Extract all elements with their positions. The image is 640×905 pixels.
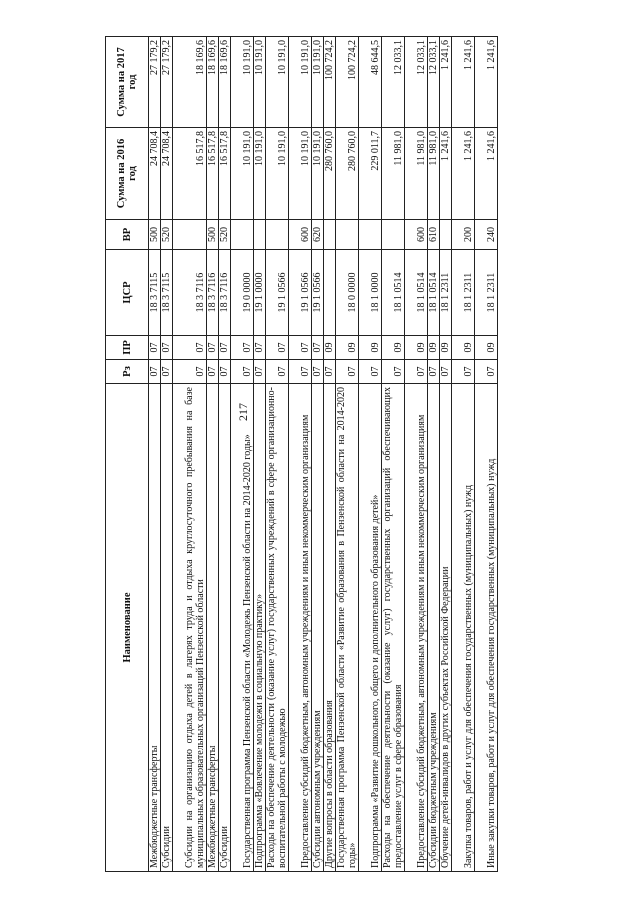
cell-rz: 07 — [324, 360, 336, 384]
cell-vr — [440, 220, 452, 250]
cell-vr — [254, 220, 266, 250]
cell-vr: 520 — [161, 220, 173, 250]
cell-sum-2016: 16 517,8 — [173, 128, 207, 220]
cell-pr: 09 — [359, 336, 382, 360]
cell-vr: 600 — [405, 220, 428, 250]
cell-name: Иные закупки товаров, работ и услуг для обеспечения государственных (муниципальных) нужд — [475, 384, 498, 872]
header-vr: ВР — [106, 220, 149, 250]
cell-sum-2016: 280 760,0 — [324, 128, 336, 220]
table-row — [324, 37, 336, 872]
header-sum-2017: Сумма на 2017 год — [106, 37, 149, 128]
cell-name: Субсидии — [219, 384, 231, 872]
budget-table-wrapper — [105, 37, 590, 872]
cell-name: Субсидии бюджетным учреждениям — [428, 384, 440, 872]
cell-vr: 600 — [289, 220, 312, 250]
cell-name: Обучение детей-инвалидов в других субъектах Российской Федерации — [440, 384, 452, 872]
cell-name: Предоставление субсидий бюджетным, автономным учреждениям и иным некоммерческим организациям — [289, 384, 312, 872]
table-row — [207, 37, 219, 872]
cell-csr: 18 1 0000 — [359, 250, 382, 336]
table-row — [289, 37, 312, 872]
cell-pr: 07 — [231, 336, 254, 360]
cell-rz: 07 — [475, 360, 498, 384]
cell-rz: 07 — [289, 360, 312, 384]
table-row — [219, 37, 231, 872]
table-row — [312, 37, 324, 872]
cell-sum-2016: 11 981,0 — [382, 128, 405, 220]
cell-csr: 19 1 0000 — [254, 250, 266, 336]
cell-csr: 18 3 7115 — [161, 250, 173, 336]
cell-rz: 07 — [149, 360, 161, 384]
cell-sum-2016: 10 191,0 — [289, 128, 312, 220]
cell-sum-2017: 27 179,2 — [149, 37, 161, 128]
cell-pr: 07 — [266, 336, 289, 360]
cell-rz: 07 — [405, 360, 428, 384]
cell-vr — [231, 220, 254, 250]
cell-sum-2017: 1 241,6 — [452, 37, 475, 128]
cell-sum-2017: 12 033,1 — [405, 37, 428, 128]
cell-name: Субсидии — [161, 384, 173, 872]
cell-rz: 07 — [219, 360, 231, 384]
cell-name: Субсидии автономным учреждениям — [312, 384, 324, 872]
cell-csr: 19 1 0566 — [312, 250, 324, 336]
cell-csr: 18 1 0514 — [382, 250, 405, 336]
cell-pr: 07 — [254, 336, 266, 360]
cell-pr: 09 — [452, 336, 475, 360]
cell-sum-2016: 24 708,4 — [149, 128, 161, 220]
cell-pr: 07 — [312, 336, 324, 360]
cell-vr — [324, 220, 336, 250]
cell-name: Закупка товаров, работ и услуг для обеспечения государственных (муниципальных) нужд — [452, 384, 475, 872]
cell-name: Расходы на обеспечение деятельности (оказание услуг) государственных организаций обеспечивающих предоставление услуг в сфере образования — [382, 384, 405, 872]
cell-csr: 18 1 0514 — [405, 250, 428, 336]
cell-sum-2017: 1 241,6 — [440, 37, 452, 128]
table-row — [161, 37, 173, 872]
cell-vr: 500 — [149, 220, 161, 250]
cell-sum-2017: 100 724,2 — [324, 37, 336, 128]
cell-csr: 19 0 0000 — [231, 250, 254, 336]
table-row — [428, 37, 440, 872]
cell-sum-2016: 1 241,6 — [440, 128, 452, 220]
cell-sum-2016: 10 191,0 — [231, 128, 254, 220]
cell-pr: 09 — [336, 336, 359, 360]
cell-rz: 07 — [231, 360, 254, 384]
cell-sum-2016: 1 241,6 — [475, 128, 498, 220]
cell-sum-2017: 10 191,0 — [231, 37, 254, 128]
cell-sum-2016: 16 517,8 — [219, 128, 231, 220]
cell-csr: 18 0 0000 — [336, 250, 359, 336]
cell-rz: 07 — [428, 360, 440, 384]
cell-csr: 18 3 7116 — [219, 250, 231, 336]
cell-vr: 610 — [428, 220, 440, 250]
cell-name: Субсидии на организацию отдыха детей в лагерях труда и отдыха круглосуточного пребывания на базе муниципальных образовательных организаций Пензенской области — [173, 384, 207, 872]
cell-rz: 07 — [207, 360, 219, 384]
table-row — [254, 37, 266, 872]
header-rz: Рз — [106, 360, 149, 384]
cell-sum-2017: 27 179,2 — [161, 37, 173, 128]
cell-sum-2016: 10 191,0 — [266, 128, 289, 220]
cell-rz: 07 — [336, 360, 359, 384]
cell-pr: 09 — [440, 336, 452, 360]
cell-csr: 18 3 7116 — [173, 250, 207, 336]
cell-sum-2016: 229 011,7 — [359, 128, 382, 220]
cell-pr: 09 — [324, 336, 336, 360]
cell-rz: 07 — [266, 360, 289, 384]
cell-sum-2016: 280 760,0 — [336, 128, 359, 220]
cell-name: Расходы на обеспечение деятельности (оказание услуг) государственных учреждений в сфере организационно-воспитательной работы с молодежью — [266, 384, 289, 872]
header-pr: ПР — [106, 336, 149, 360]
header-name: Наименование — [106, 384, 149, 872]
cell-sum-2017: 10 191,0 — [254, 37, 266, 128]
cell-name: Межбюджетные трансферты — [149, 384, 161, 872]
cell-csr — [324, 250, 336, 336]
cell-rz: 07 — [312, 360, 324, 384]
page-number: 217 — [236, 403, 250, 421]
cell-pr: 07 — [149, 336, 161, 360]
cell-vr — [173, 220, 207, 250]
cell-sum-2017: 12 033,1 — [382, 37, 405, 128]
cell-rz: 07 — [452, 360, 475, 384]
cell-sum-2016: 10 191,0 — [312, 128, 324, 220]
cell-sum-2016: 10 191,0 — [254, 128, 266, 220]
cell-csr: 18 3 7116 — [207, 250, 219, 336]
cell-rz: 07 — [382, 360, 405, 384]
cell-name: Межбюджетные трансферты — [207, 384, 219, 872]
cell-sum-2016: 1 241,6 — [452, 128, 475, 220]
cell-sum-2017: 48 644,5 — [359, 37, 382, 128]
cell-sum-2016: 11 981,0 — [428, 128, 440, 220]
cell-sum-2017: 18 169,6 — [207, 37, 219, 128]
cell-pr: 09 — [428, 336, 440, 360]
cell-name: Подпрограмма «Вовлечение молодежи в социальную практику» — [254, 384, 266, 872]
cell-vr: 520 — [219, 220, 231, 250]
cell-sum-2017: 18 169,6 — [219, 37, 231, 128]
table-row — [173, 37, 207, 872]
cell-sum-2016: 24 708,4 — [161, 128, 173, 220]
table-row — [266, 37, 289, 872]
cell-name: Государственная программа Пензенской области «Молодежь Пензенской области на 2014-2020 годы» — [231, 384, 254, 872]
cell-csr: 18 1 2311 — [452, 250, 475, 336]
cell-vr — [266, 220, 289, 250]
cell-vr: 500 — [207, 220, 219, 250]
cell-pr: 07 — [289, 336, 312, 360]
cell-name: Подпрограмма «Развитие дошкольного, общего и дополнительного образования детей» — [359, 384, 382, 872]
table-body — [149, 37, 498, 872]
cell-csr: 18 3 7115 — [149, 250, 161, 336]
table-row — [382, 37, 405, 872]
cell-sum-2017: 18 169,6 — [173, 37, 207, 128]
cell-pr: 07 — [173, 336, 207, 360]
cell-pr: 07 — [207, 336, 219, 360]
cell-sum-2017: 1 241,6 — [475, 37, 498, 128]
table-row — [452, 37, 475, 872]
cell-vr — [336, 220, 359, 250]
cell-sum-2017: 10 191,0 — [266, 37, 289, 128]
cell-rz: 07 — [161, 360, 173, 384]
cell-rz: 07 — [440, 360, 452, 384]
cell-sum-2017: 12 033,1 — [428, 37, 440, 128]
cell-rz: 07 — [359, 360, 382, 384]
cell-name: Государственная программа Пензенской области «Развитие образования в Пензенской области на 2014-2020 годы» — [336, 384, 359, 872]
cell-name: Предоставление субсидий бюджетным, автономным учреждениям и иным некоммерческим организациям — [405, 384, 428, 872]
cell-sum-2016: 16 517,8 — [207, 128, 219, 220]
cell-vr — [382, 220, 405, 250]
table-row — [336, 37, 359, 872]
cell-pr: 07 — [161, 336, 173, 360]
cell-vr: 200 — [452, 220, 475, 250]
cell-pr: 09 — [405, 336, 428, 360]
cell-csr: 18 1 2311 — [440, 250, 452, 336]
cell-sum-2017: 10 191,0 — [289, 37, 312, 128]
cell-vr: 620 — [312, 220, 324, 250]
table-row — [359, 37, 382, 872]
header-csr: ЦСР — [106, 250, 149, 336]
cell-csr: 18 1 0514 — [428, 250, 440, 336]
cell-pr: 07 — [219, 336, 231, 360]
cell-pr: 09 — [475, 336, 498, 360]
cell-vr — [359, 220, 382, 250]
cell-rz: 07 — [173, 360, 207, 384]
cell-sum-2017: 10 191,0 — [312, 37, 324, 128]
cell-vr: 240 — [475, 220, 498, 250]
table-row — [440, 37, 452, 872]
cell-csr: 18 1 2311 — [475, 250, 498, 336]
cell-csr: 19 1 0566 — [266, 250, 289, 336]
cell-csr: 19 1 0566 — [289, 250, 312, 336]
table-row — [475, 37, 498, 872]
header-sum-2016: Сумма на 2016 год — [106, 128, 149, 220]
cell-sum-2017: 100 724,2 — [336, 37, 359, 128]
table-header-row — [106, 37, 149, 872]
cell-pr: 09 — [382, 336, 405, 360]
table-row — [231, 37, 254, 872]
cell-sum-2016: 11 981,0 — [405, 128, 428, 220]
cell-name: Другие вопросы в области образования — [324, 384, 336, 872]
budget-table — [105, 36, 498, 872]
table-row — [149, 37, 161, 872]
cell-rz: 07 — [254, 360, 266, 384]
table-row — [405, 37, 428, 872]
